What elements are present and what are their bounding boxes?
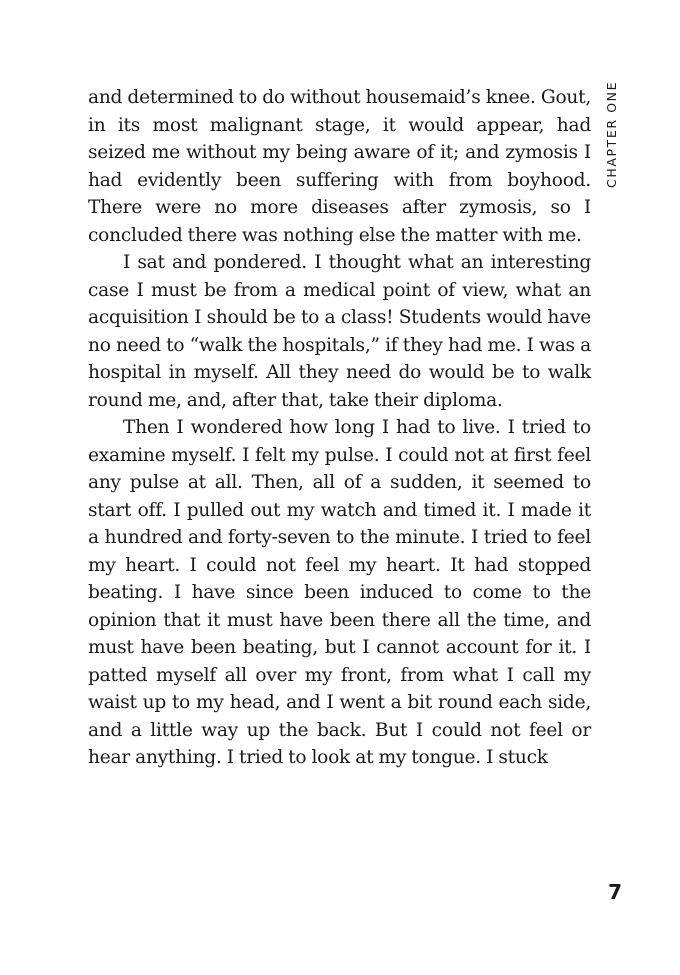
paragraph: I sat and pondered. I thought what an interesting case I must be from a medical point of view, what an acquisition I should be to a class! Students would have no need to “walk the hospitals,” if they had me. I was a hospital in myself. All they need do would be to walk round me, and, after that, take their diploma. <box>88 252 591 411</box>
paragraph-continued: and determined to do without housemaid’s knee. Gout, in its most malignant stage, it would appear, had seized me without my being aware of it; and zymosis I had evidently been suffering with from boyhood. There were no more diseases after zymosis, so I concluded there was nothing else the matter with me. <box>88 87 591 246</box>
paragraph: Then I wondered how long I had to live. I tried to examine myself. I felt my pulse. I could not at first feel any pulse at all. Then, all of a sudden, it seemed to start off. I pulled out my watch and timed it. I made it a hundred and forty-seven to the minute. I tried to feel my heart. I could not feel my heart. It had stopped beating. I have since been induced to come to the opinion that it must have been there all the time, and must have been beating, but I cannot account for it. I patted myself all over my front, from what I call my waist up to my head, and I went a bit round each side, and a little way up the back. But I could not feel or hear anything. I tried to look at my tongue. I stuck <box>88 417 591 768</box>
running-head: CHAPTER ONE <box>604 80 619 188</box>
body-text <box>88 84 591 772</box>
page-number: 7 <box>608 880 622 904</box>
